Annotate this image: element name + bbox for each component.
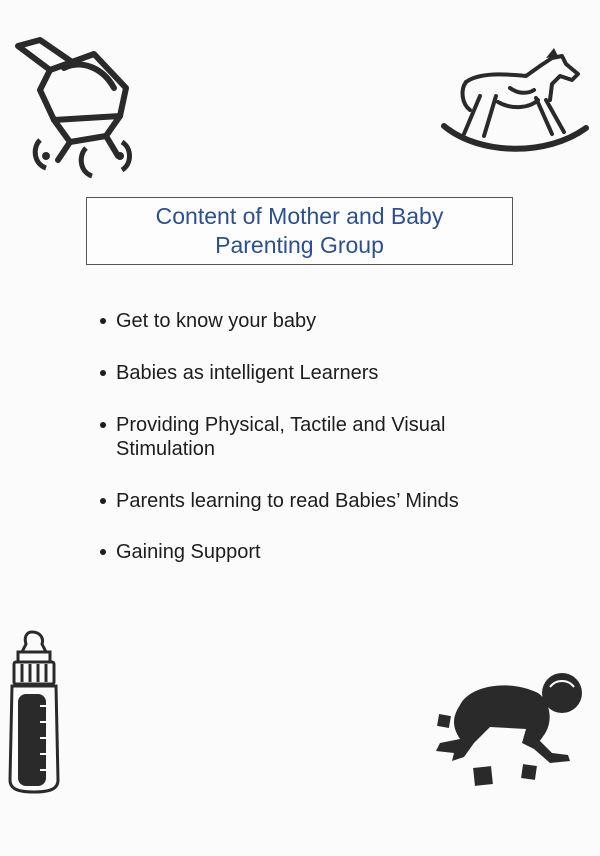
list-item-read-minds <box>100 489 516 513</box>
list-item-get-to-know <box>100 309 516 333</box>
list-item-text: Get to know your baby <box>116 310 317 332</box>
crawling-baby-icon <box>430 665 590 795</box>
list-item-intelligent-learners <box>100 361 516 385</box>
title-line-1: Content of Mother and Baby <box>155 203 444 229</box>
list-item-text: Gaining Support <box>116 541 261 563</box>
bullet-icon <box>100 549 106 555</box>
pram-icon <box>10 32 150 182</box>
title-line-2: Parenting Group <box>215 232 384 258</box>
list-item-text: Parents learning to read Babies’ Minds <box>116 490 459 512</box>
list-item-stimulation <box>100 413 516 461</box>
title-box <box>86 197 513 265</box>
list-item-text: Babies as intelligent Learners <box>116 362 379 384</box>
rocking-horse-icon <box>440 44 590 159</box>
list-item-gaining-support <box>100 540 516 564</box>
bullet-icon <box>100 318 106 324</box>
bullet-icon <box>100 422 106 428</box>
list-item-text-line-2: Stimulation <box>116 438 215 460</box>
baby-bottle-icon <box>4 630 64 795</box>
bullet-icon <box>100 498 106 504</box>
bullet-icon <box>100 370 106 376</box>
list-item-text-line-1: Providing Physical, Tactile and Visual <box>116 414 446 436</box>
